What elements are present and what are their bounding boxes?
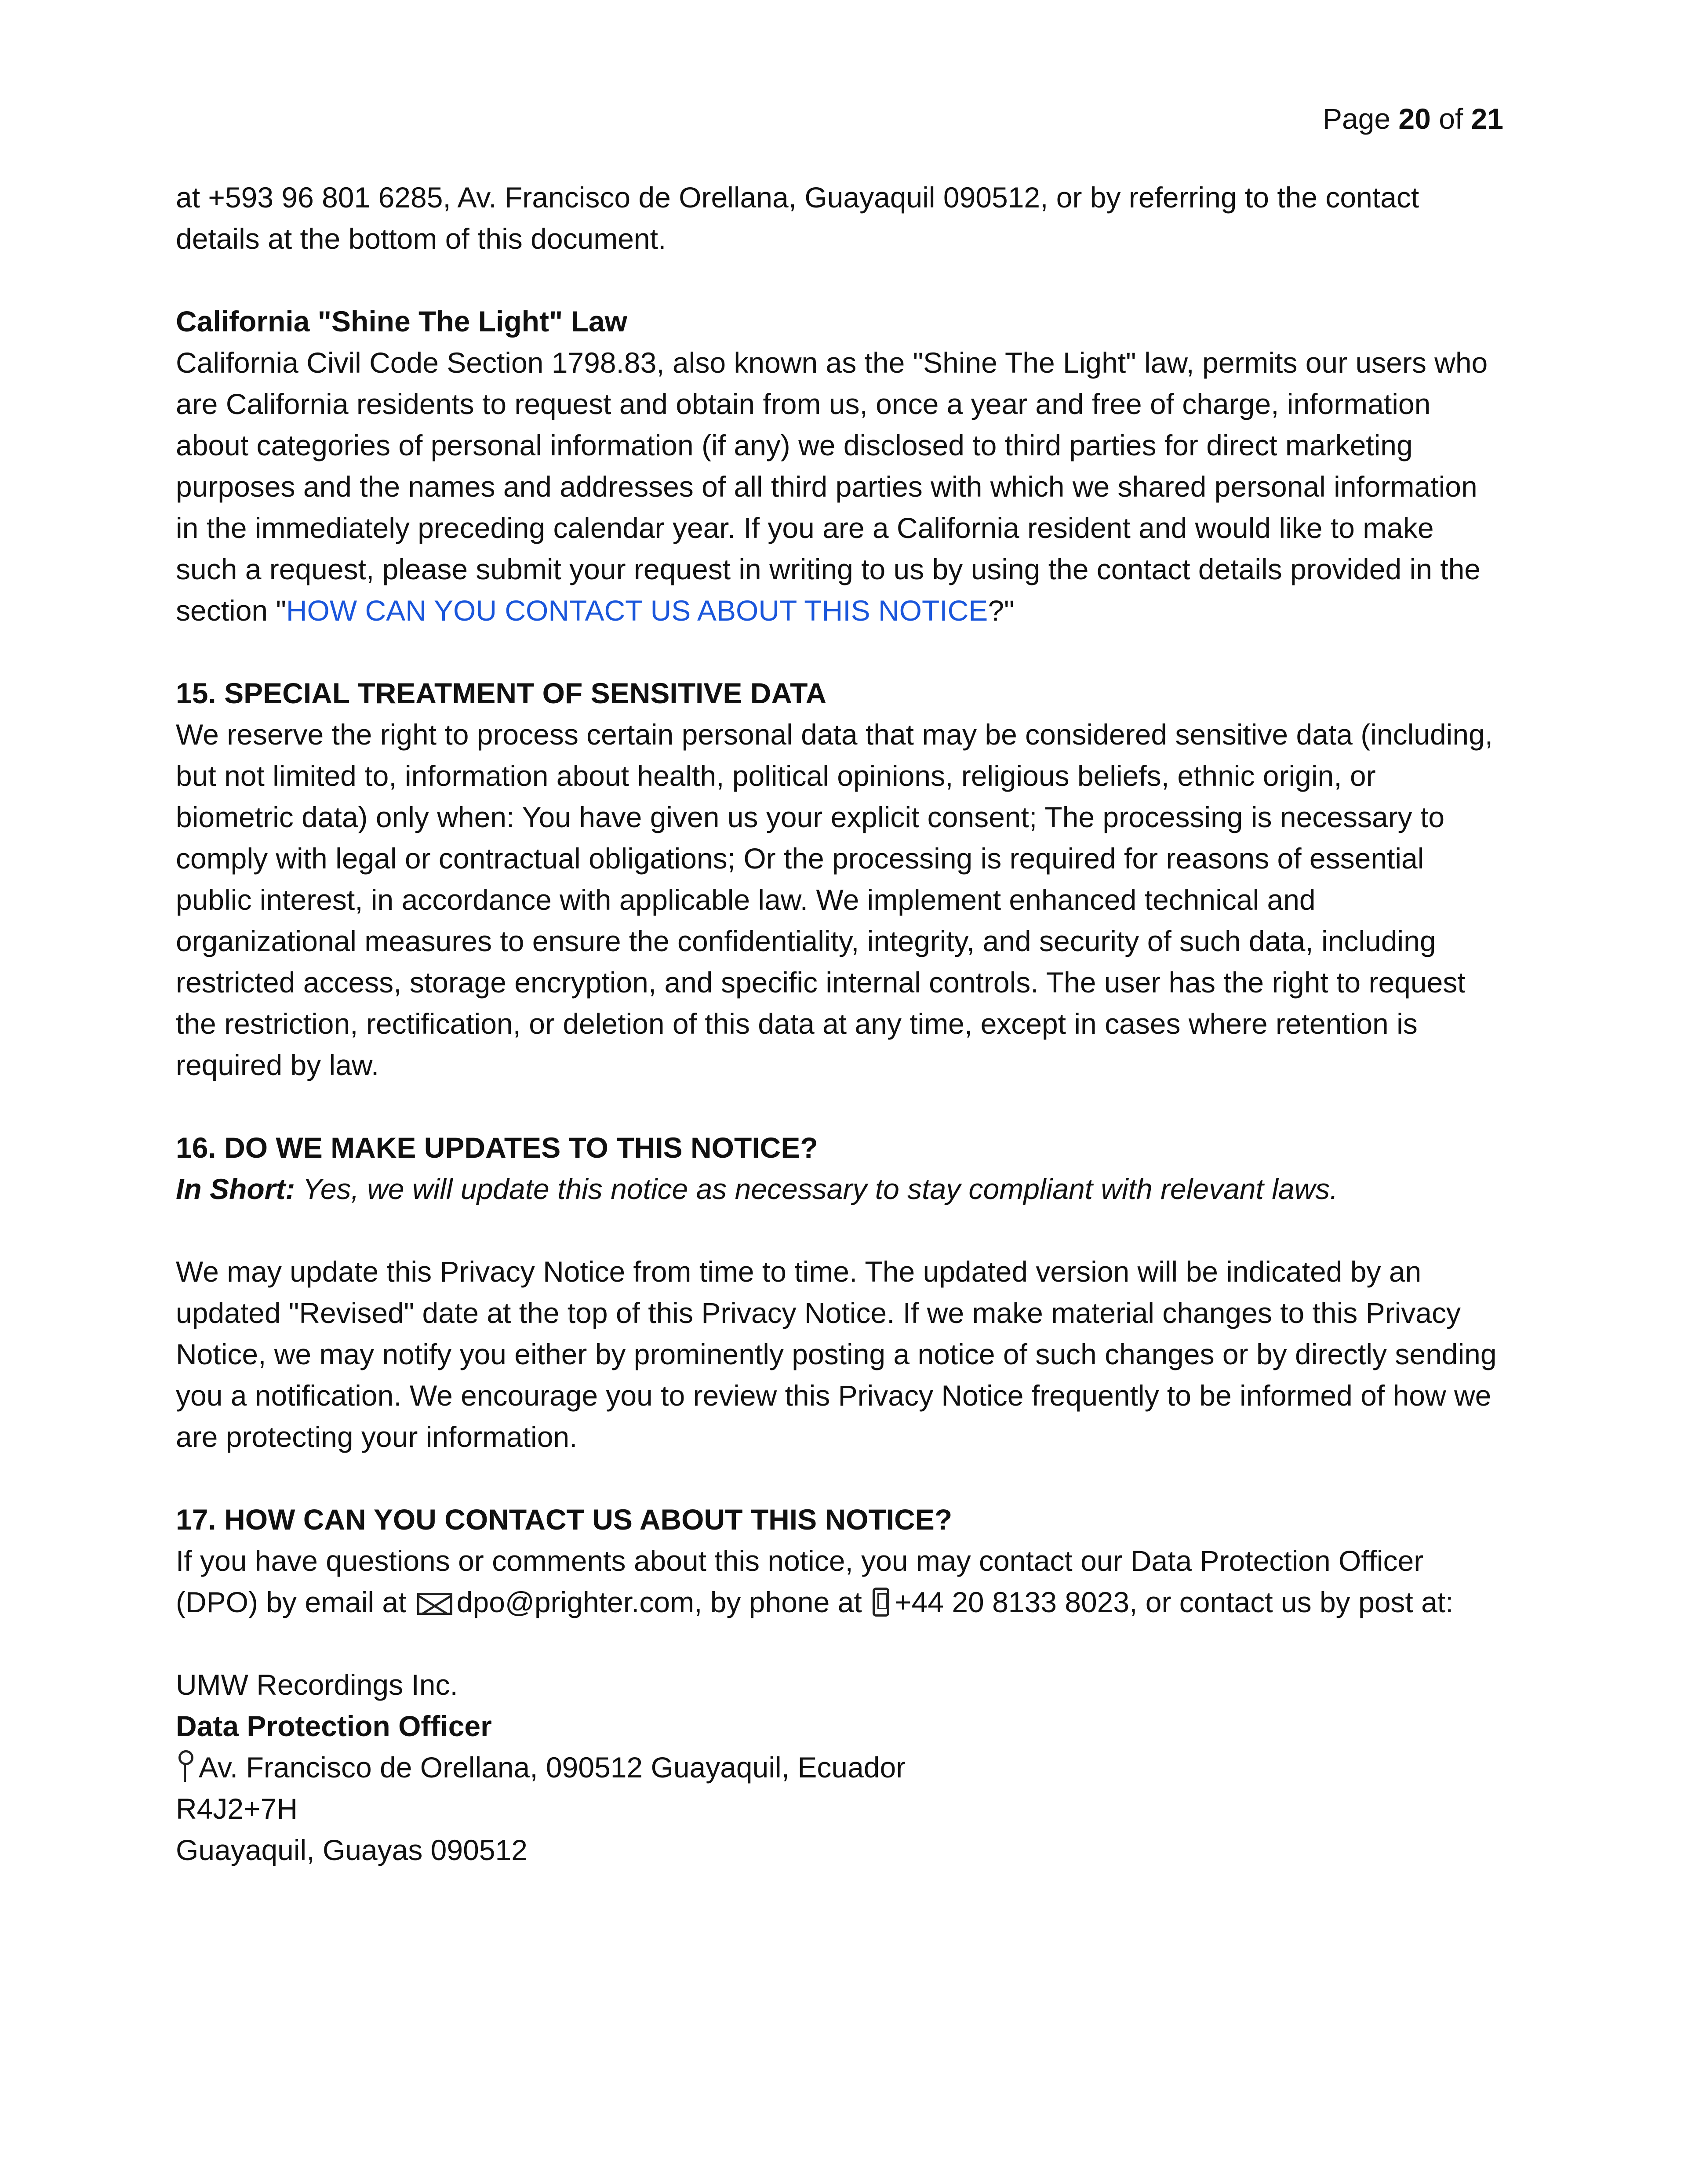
address-street-line bbox=[176, 1747, 1499, 1788]
paragraph-gap bbox=[176, 1210, 1499, 1251]
contact-outro-text: , or contact us by post at: bbox=[1129, 1586, 1454, 1618]
link-suffix: ?" bbox=[988, 594, 1015, 627]
in-short-text: Yes, we will update this notice as necessary to stay compliant with relevant laws. bbox=[295, 1173, 1338, 1205]
page-number bbox=[1323, 98, 1503, 140]
shine-the-light-paragraph bbox=[176, 342, 1499, 631]
page-separator: of bbox=[1439, 102, 1463, 135]
phone-icon bbox=[873, 1588, 889, 1617]
contact-intro-text: If you have questions or comments about this notice, you may contact our Data Protection Officer (DPO) by email at bbox=[176, 1544, 1424, 1618]
paragraph-gap bbox=[176, 1086, 1499, 1127]
dpo-email: dpo@prighter.com bbox=[456, 1586, 695, 1618]
document-content bbox=[176, 177, 1499, 1871]
contact-section-link[interactable]: HOW CAN YOU CONTACT US ABOUT THIS NOTICE bbox=[286, 594, 988, 627]
dpo-phone: +44 20 8133 8023 bbox=[895, 1586, 1130, 1618]
paragraph-gap bbox=[176, 1623, 1499, 1664]
current-page: 20 bbox=[1398, 102, 1431, 135]
section-15-heading: 15. SPECIAL TREATMENT OF SENSITIVE DATA bbox=[176, 677, 827, 709]
location-pin-icon bbox=[178, 1750, 193, 1782]
shine-the-light-body: California Civil Code Section 1798.83, also known as the "Shine The Light" law, permits our users who are California residents to request and obtain from us, once a year and free of charge, information about categories of personal information (if any) we disclosed to third parties for direct marketing purposes and the names and addresses of all third parties with which we shared personal information in the immediately preceding calendar year. If you are a California resident and would like to make such a request, please submit your request in writing to us by using the contact details provided in the section " bbox=[176, 346, 1488, 627]
shine-the-light-heading: California "Shine The Light" Law bbox=[176, 305, 627, 338]
in-short-label: In Short: bbox=[176, 1173, 295, 1205]
address-street: Av. Francisco de Orellana, 090512 Guayaquil, Ecuador bbox=[199, 1751, 906, 1784]
envelope-icon bbox=[417, 1593, 452, 1615]
total-pages: 21 bbox=[1471, 102, 1503, 135]
section-17-body bbox=[176, 1540, 1499, 1623]
intro-paragraph: at +593 96 801 6285, Av. Francisco de Orellana, Guayaquil 090512, or by referring to the contact details at the bottom of this document. bbox=[176, 181, 1419, 255]
paragraph-gap bbox=[176, 259, 1499, 301]
section-15-body: We reserve the right to process certain personal data that may be considered sensitive data (including, but not limited to, information about health, political opinions, religious beliefs, ethnic origin, or biometric data) only when: You have given us your explicit consent; The processing is necessary to comply with legal or contractual obligations; Or the processing is required for reasons of essential public interest, in accordance with applicable law. We implement enhanced technical and organizational measures to ensure the confidentiality, integrity, and security of such data, including restricted access, storage encryption, and specific internal controls. The user has the right to request the restriction, rectification, or deletion of this data at any time, except in cases where retention is required by law. bbox=[176, 718, 1493, 1081]
address-plus-code: R4J2+7H bbox=[176, 1792, 298, 1825]
phone-intro-text: , by phone at bbox=[694, 1586, 870, 1618]
page-label: Page bbox=[1322, 102, 1391, 135]
section-16-heading: 16. DO WE MAKE UPDATES TO THIS NOTICE? bbox=[176, 1131, 818, 1164]
address-company: UMW Recordings Inc. bbox=[176, 1668, 458, 1701]
paragraph-gap bbox=[176, 1457, 1499, 1499]
section-17-heading: 17. HOW CAN YOU CONTACT US ABOUT THIS NOTICE? bbox=[176, 1503, 953, 1536]
in-short-summary bbox=[176, 1168, 1499, 1210]
paragraph-gap bbox=[176, 631, 1499, 672]
address-role: Data Protection Officer bbox=[176, 1710, 492, 1742]
address-city: Guayaquil, Guayas 090512 bbox=[176, 1834, 528, 1866]
section-16-body: We may update this Privacy Notice from time to time. The updated version will be indicated by an updated "Revised" date at the top of this Privacy Notice. If we make material changes to this Privacy Notice, we may notify you either by prominently posting a notice of such changes or by directly sending you a notification. We encourage you to review this Privacy Notice frequently to be informed of how we are protecting your information. bbox=[176, 1255, 1497, 1453]
